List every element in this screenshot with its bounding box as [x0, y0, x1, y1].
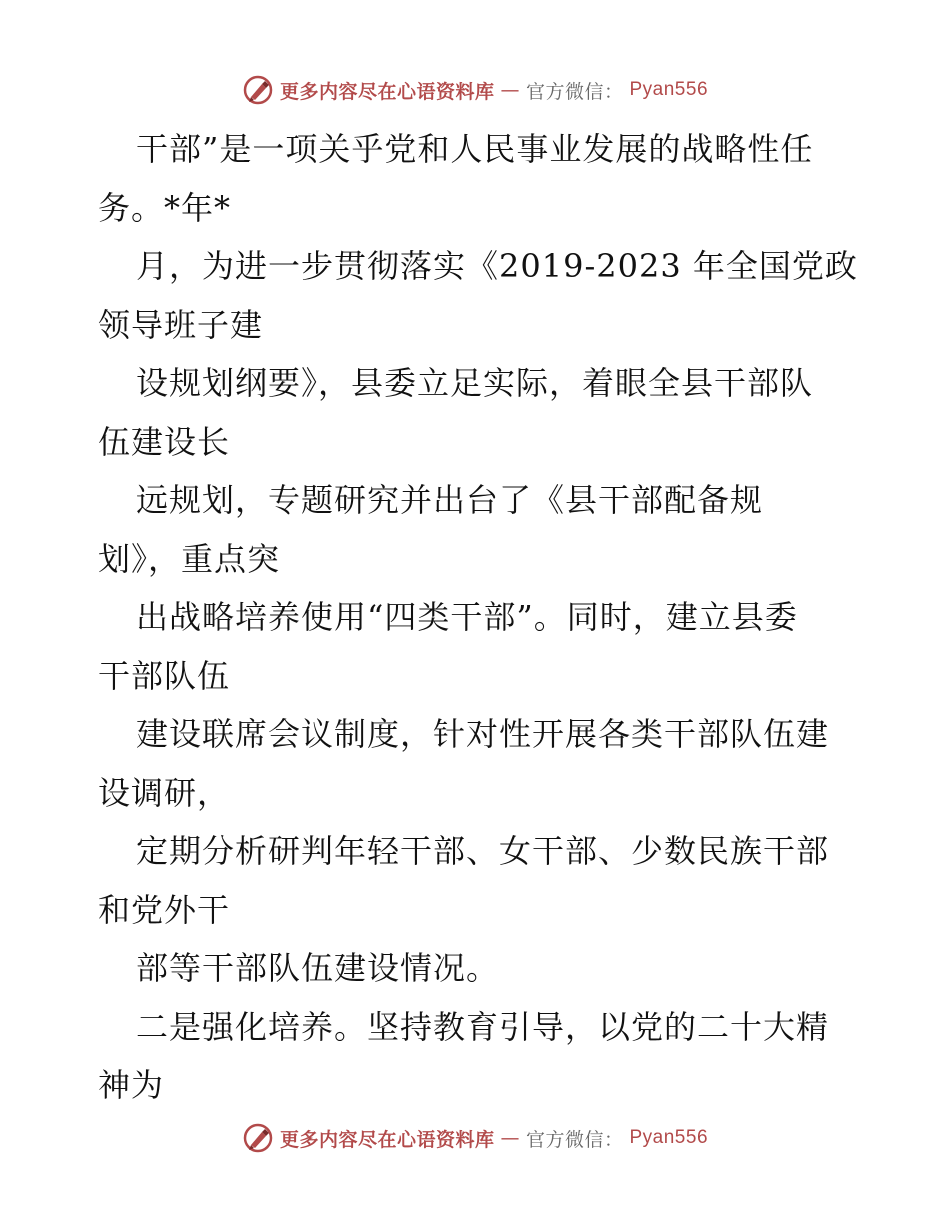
text-line: 月，为进一步贯彻落实《2019-2023 年全国党政: [136, 247, 858, 285]
watermark-account: Pyan556: [629, 1127, 709, 1148]
text-line: 定期分析研判年轻干部、女干部、少数民族干部: [136, 832, 830, 870]
watermark-label: 官方微信：: [525, 80, 624, 103]
pen-logo-icon: [242, 1122, 274, 1154]
text-line: 设规划纲要》，县委立足实际，着眼全县干部队: [136, 364, 814, 402]
text-line: 干部队伍: [98, 656, 231, 695]
text-line: 伍建设长: [98, 422, 231, 461]
watermark-main-text: 更多内容尽在心语资料库: [279, 80, 495, 103]
watermark-dash: —: [500, 1127, 520, 1149]
pen-logo-icon: [242, 74, 274, 106]
document-body: [98, 120, 858, 1115]
text-line: 出战略培养使用“四类干部”。同时，建立县委: [136, 598, 798, 636]
watermark-main-text: 更多内容尽在心语资料库: [279, 1128, 495, 1151]
text-line: 远规划，专题研究并出台了《县干部配备规: [136, 481, 764, 519]
footer-watermark: [0, 1118, 950, 1158]
text-line: 建设联席会议制度，针对性开展各类干部队伍建: [136, 715, 830, 753]
header-watermark: [0, 70, 950, 110]
text-line: 和党外干: [98, 890, 231, 929]
text-line: 务。*年*: [98, 188, 232, 227]
text-line: 二是强化培养。坚持教育引导，以党的二十大精: [136, 1007, 830, 1046]
watermark-label: 官方微信：: [525, 1128, 624, 1151]
text-line: 神为: [98, 1066, 165, 1104]
watermark-dash: —: [500, 79, 520, 101]
text-line: 设调研，: [98, 773, 231, 812]
text-line: 干部”是一项关乎党和人民事业发展的战略性任: [136, 130, 814, 168]
text-line: 部等干部队伍建设情况。: [136, 949, 500, 987]
text-line: 划》，重点突: [98, 539, 281, 578]
watermark-account: Pyan556: [629, 79, 709, 100]
text-line: 领导班子建: [98, 305, 264, 344]
